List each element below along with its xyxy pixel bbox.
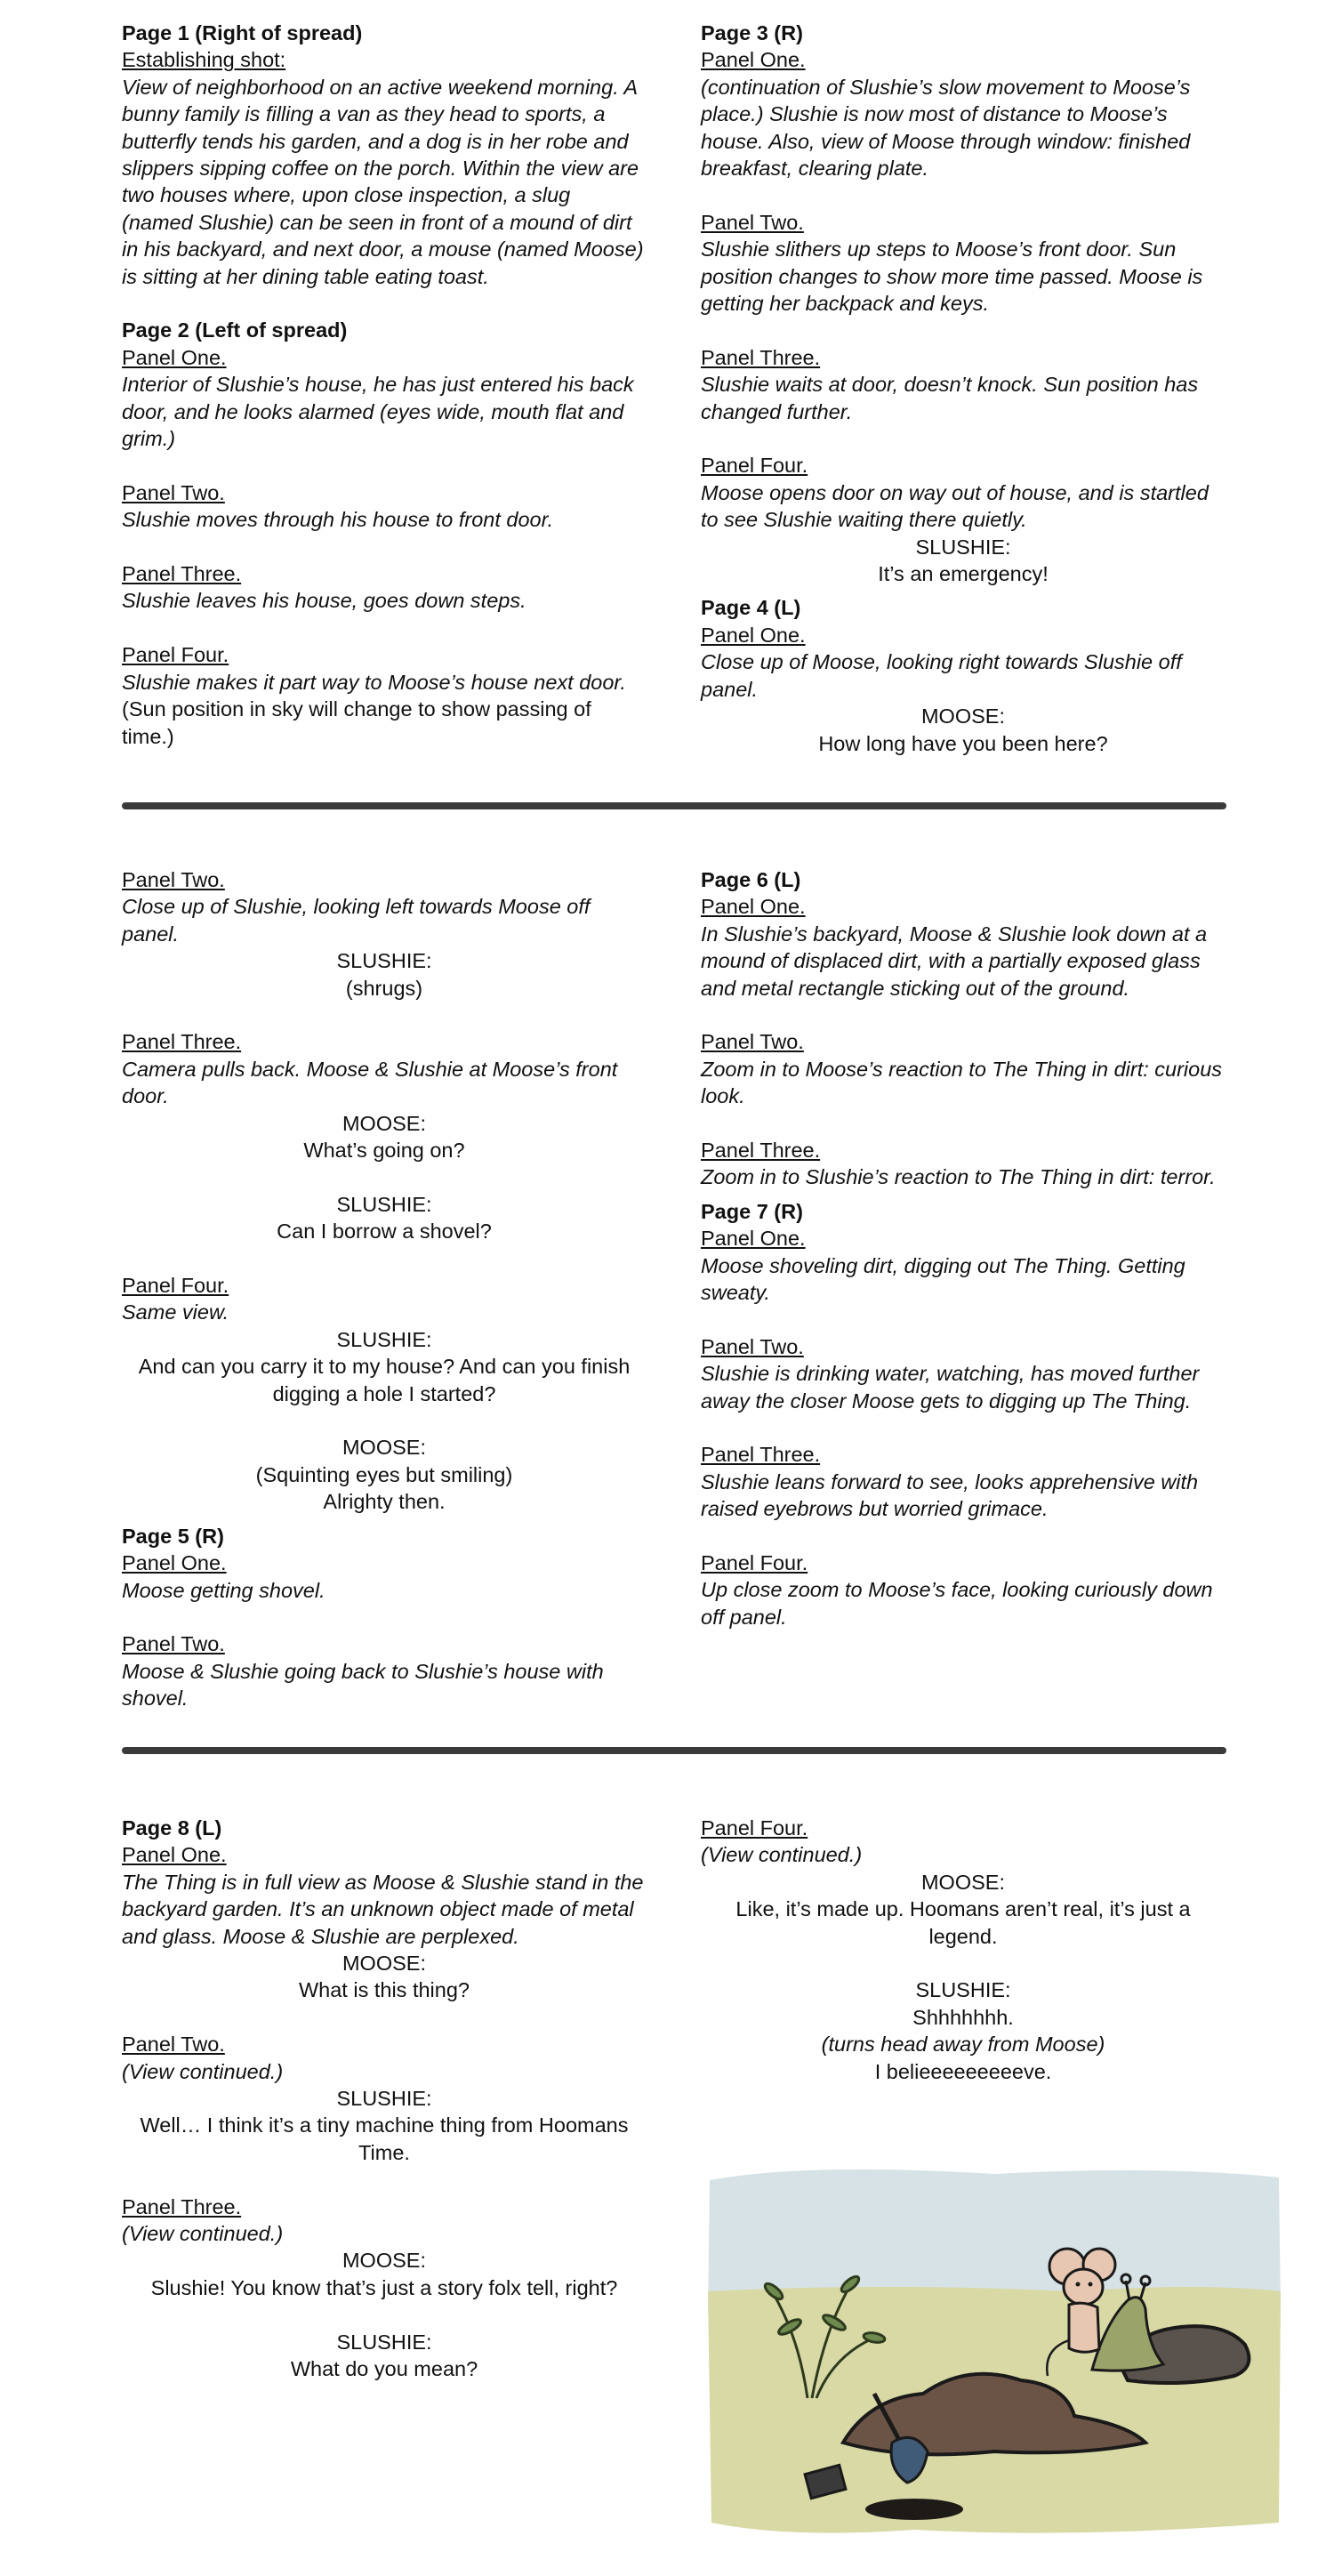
spacer — [122, 1516, 647, 1523]
spacer — [701, 1191, 1226, 1198]
panel-description: Moose & Slushie going back to Slushie’s house with shovel. — [122, 1659, 604, 1711]
page-heading: Page 7 (R) — [701, 1199, 803, 1223]
panel-label: Panel One. — [122, 1843, 227, 1867]
dialogue-speaker: SLUSHIE: — [336, 2087, 432, 2111]
panel-label: Panel Three. — [122, 1030, 242, 1054]
panel-label: Panel One. — [701, 895, 806, 919]
dialogue-line: Alrighty then. — [323, 1490, 446, 1514]
spacer — [701, 425, 1226, 452]
dialogue-line: Can I borrow a shovel? — [277, 1220, 492, 1244]
panel-description: (View continued.) — [701, 1843, 863, 1867]
spacer — [701, 181, 1226, 208]
dialogue-line: I belieeeeeeeeeve. — [874, 2059, 1052, 2083]
panel-label: Panel Three. — [701, 1443, 821, 1467]
panel-description: Slushie slithers up steps to Moose’s front door. Sun position changes to show more time passed. Moose is getting her backpack and keys. — [701, 237, 1203, 316]
dialogue-line: It’s an emergency! — [878, 562, 1049, 586]
panel-description: View of neighborhood on an active weekend morning. A bunny family is filling a van as they head to sports, a butterfly tends his garden, and a dog is in her robe and slippers sipping coffee on the porch. Within the view are two houses where, upon close inspection, a slug (named Slushie) can be seen in front of a mound of dirt in his backyard, and next door, a mouse (named Moose) is sitting at her dining table eating toast. — [122, 75, 644, 288]
dialogue-line: And can you carry it to my house? And can you finish digging a hole I started? — [138, 1355, 631, 1405]
panel-label: Panel Four. — [701, 1816, 808, 1839]
panel-description: Slushie waits at door, doesn’t knock. Sun position has changed further. — [701, 373, 1199, 423]
right-column — [701, 866, 1226, 1630]
panel-label: Panel Four. — [122, 1274, 229, 1298]
panel-description: The Thing is in full view as Moose & Slushie stand in the backyard garden. It’s an unknown object made of metal and glass. Moose & Slushie are perplexed. — [122, 1870, 644, 1948]
spacer — [122, 290, 647, 317]
page-heading: Page 4 (L) — [701, 596, 801, 620]
dialogue-speaker: SLUSHIE: — [336, 2330, 432, 2354]
dialogue-speaker: SLUSHIE: — [336, 949, 432, 973]
dialogue-line: (Squinting eyes but smiling) — [255, 1462, 513, 1486]
panel-label: Panel One. — [701, 48, 806, 72]
page-heading: Page 8 (L) — [122, 1816, 222, 1839]
spacer — [122, 1163, 647, 1190]
spacer — [122, 1245, 647, 1272]
spacer — [701, 1523, 1226, 1550]
panel-description: Slushie leans forward to see, looks apprehensive with raised eyebrows but worried grimace. — [701, 1469, 1199, 1521]
panel-description: Close up of Moose, looking right towards Slushie off panel. — [701, 650, 1182, 701]
panel-label: Panel Two. — [122, 868, 225, 891]
dialogue-line: Shhhhhhh. — [912, 2005, 1014, 2029]
spacer — [701, 317, 1226, 343]
dialogue-line: What do you mean? — [290, 2357, 478, 2381]
dialogue-speaker: MOOSE: — [342, 1436, 426, 1460]
panel-label: Panel One. — [122, 345, 227, 369]
panel-description: Slushie is drinking water, watching, has moved further away the closer Moose gets to digging up The Thing. — [701, 1362, 1200, 1413]
panel-label: Panel One. — [701, 623, 806, 647]
dialogue-line: How long have you been here? — [818, 731, 1108, 755]
panel-label: Panel Two. — [122, 2033, 225, 2057]
dialogue-speaker: SLUSHIE: — [336, 1327, 432, 1351]
script-section-2 — [122, 866, 1226, 1720]
right-column — [701, 1815, 1226, 2085]
page-heading: Page 5 (R) — [122, 1524, 224, 1548]
panel-description: Camera pulls back. Moose & Slushie at Moose’s front door. — [122, 1057, 618, 1108]
panel-label: Panel One. — [701, 1227, 806, 1251]
panel-description: Same view. — [122, 1300, 229, 1324]
spacer — [122, 1407, 647, 1434]
dialogue-line: What’s going on? — [303, 1139, 465, 1163]
panel-label: Panel Two. — [701, 1030, 804, 1054]
section-divider — [122, 802, 1226, 809]
panel-label: Panel Three. — [701, 1139, 821, 1163]
spacer — [701, 1414, 1226, 1441]
spacer — [701, 1950, 1226, 1976]
panel-label: Panel Four. — [122, 643, 229, 667]
dialogue-line: Well… I think it’s a tiny machine thing from Hoomans Time. — [140, 2113, 629, 2164]
panel-label: Panel Two. — [701, 1334, 804, 1358]
panel-description: (View continued.) — [122, 2059, 284, 2083]
note-text: (Sun position in sky will change to show passing of time.) — [122, 697, 591, 748]
spacer — [122, 615, 647, 641]
dug-hole — [865, 2499, 963, 2520]
panel-label: Panel Two. — [122, 480, 225, 504]
page-heading: Page 3 (R) — [701, 21, 803, 44]
panel-label: Panel Two. — [122, 1632, 225, 1656]
panel-description: Up close zoom to Moose’s face, looking curiously down off panel. — [701, 1578, 1213, 1629]
spacer — [122, 2004, 647, 2031]
dialogue-speaker: MOOSE: — [342, 2249, 426, 2273]
dialogue-speaker: MOOSE: — [920, 1870, 1005, 1894]
dialogue-speaker: SLUSHIE: — [915, 535, 1011, 559]
spacer — [122, 452, 647, 479]
panel-description: (View continued.) — [122, 2222, 284, 2246]
panel-label: Panel Three. — [122, 2194, 242, 2218]
panel-description: (continuation of Slushie’s slow movement to Moose’s place.) Slushie is now most of distance to Moose’s house. Also, view of Moose through window: finished breakfast, clearing plate. — [701, 75, 1191, 181]
panel-label: Establishing shot: — [122, 48, 286, 72]
section-divider — [122, 1747, 1226, 1754]
spacer — [122, 2301, 647, 2328]
panel-label: Panel Four. — [701, 1551, 808, 1575]
dialogue-speaker: SLUSHIE: — [336, 1192, 432, 1216]
panel-description: Moose opens door on way out of house, and is startled to see Slushie waiting there quietly. — [701, 480, 1209, 532]
panel-description: Close up of Slushie, looking left towards Moose off panel. — [122, 895, 591, 946]
panel-label: Panel One. — [122, 1551, 227, 1575]
script-section-1 — [122, 20, 1226, 776]
dialogue-line: Slushie! You know that’s just a story folx tell, right? — [150, 2275, 618, 2299]
panel-description: Moose getting shovel. — [122, 1578, 325, 1602]
panel-description: Zoom in to Slushie’s reaction to The Thing in dirt: terror. — [701, 1165, 1216, 1189]
dialogue-line: (shrugs) — [345, 976, 423, 1000]
dialogue-line: Like, it’s made up. Hoomans aren’t real, it’s just a legend. — [735, 1897, 1191, 1948]
dialogue-direction: (turns head away from Moose) — [821, 2033, 1105, 2057]
spacer — [701, 1306, 1226, 1332]
spacer — [701, 587, 1226, 594]
spacer — [122, 534, 647, 560]
panel-label: Panel Two. — [701, 210, 804, 234]
backyard-dig-illustration-icon — [701, 2158, 1288, 2549]
spacer — [122, 1002, 647, 1028]
panel-description: In Slushie’s backyard, Moose & Slushie look down at a mound of displaced dirt, with a partially exposed glass and metal rectangle sticking out of the ground. — [701, 922, 1208, 1000]
page-heading: Page 1 (Right of spread) — [122, 21, 363, 44]
dialogue-speaker: MOOSE: — [342, 1952, 426, 1976]
dialogue-speaker: SLUSHIE: — [915, 1978, 1011, 2002]
dialogue-speaker: MOOSE: — [920, 704, 1005, 729]
panel-label: Panel Three. — [122, 562, 242, 586]
right-column — [701, 20, 1226, 757]
panel-label: Panel Four. — [701, 454, 808, 478]
spacer — [122, 1604, 647, 1630]
page-heading: Page 2 (Left of spread) — [122, 318, 348, 342]
spacer — [701, 1002, 1226, 1028]
dialogue-line: What is this thing? — [298, 1978, 470, 2002]
left-column — [122, 1815, 647, 2382]
panel-label: Panel Three. — [701, 345, 821, 369]
panel-description: Slushie makes it part way to Moose’s house next door. — [122, 670, 626, 694]
spacer — [122, 2166, 647, 2193]
panel-description: Moose shoveling dirt, digging out The Thing. Getting sweaty. — [701, 1253, 1185, 1305]
dialogue-speaker: MOOSE: — [342, 1111, 426, 1135]
panel-description: Interior of Slushie’s house, he has just entered his back door, and he looks alarmed (eyes wide, mouth flat and grim.) — [122, 373, 634, 451]
panel-description: Slushie moves through his house to front door. — [122, 508, 554, 532]
left-column — [122, 20, 647, 750]
page-heading: Page 6 (L) — [701, 868, 801, 891]
panel-description: Zoom in to Moose’s reaction to The Thing in dirt: curious look. — [701, 1057, 1223, 1108]
panel-description: Slushie leaves his house, goes down steps. — [122, 589, 526, 613]
left-column — [122, 866, 647, 1712]
spacer — [701, 1110, 1226, 1137]
